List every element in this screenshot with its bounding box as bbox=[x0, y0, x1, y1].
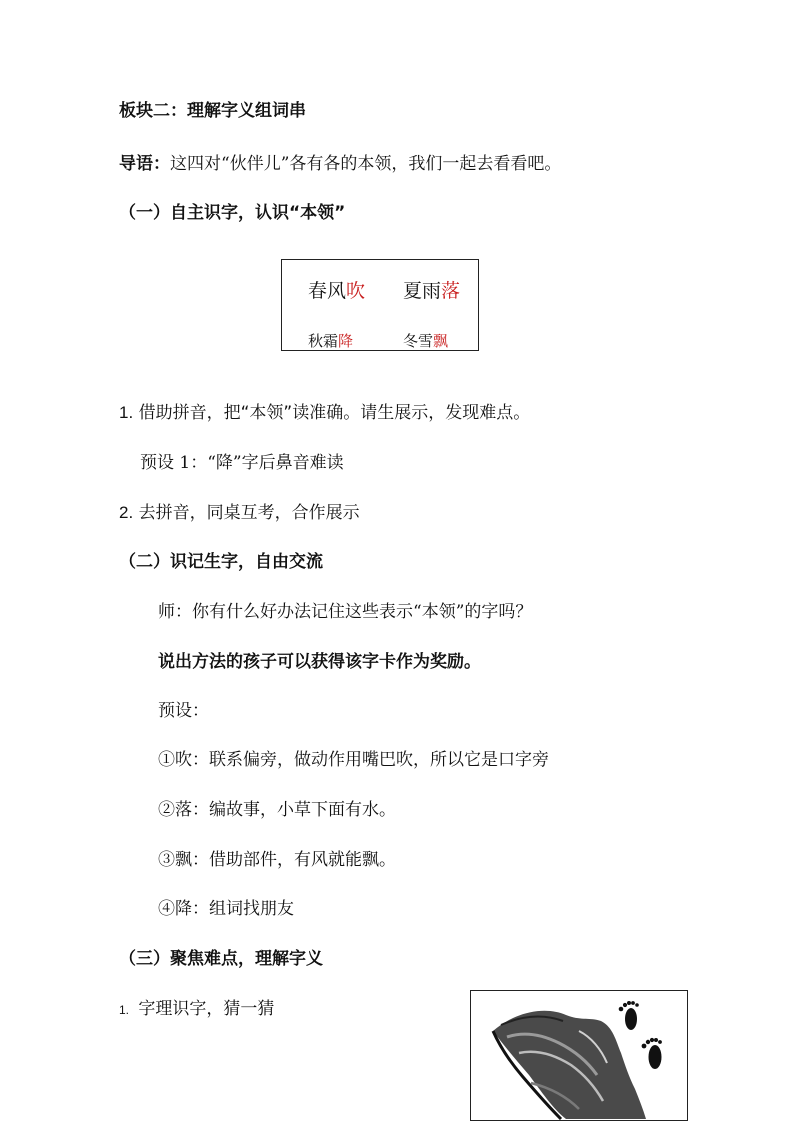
intro-text: 这四对“伙伴儿”各有各的本领，我们一起去看看吧。 bbox=[170, 154, 562, 174]
intro-line bbox=[119, 152, 561, 176]
part3-step1 bbox=[119, 997, 274, 1022]
preset-item: ②落：编故事，小草下面有水。 bbox=[158, 800, 396, 820]
char-pair-autumn bbox=[308, 330, 353, 351]
preset-label: 预设： bbox=[158, 701, 209, 721]
char-base: 夏雨 bbox=[403, 280, 442, 302]
character-box bbox=[281, 259, 479, 351]
step-text: 去拼音，同桌互考，合作展示 bbox=[138, 503, 360, 523]
char-accent: 降 bbox=[338, 332, 354, 350]
char-pair-winter bbox=[403, 330, 448, 351]
intro-label: 导语： bbox=[119, 154, 170, 174]
part1-heading: （一）自主识字，认识“本领” bbox=[119, 203, 346, 223]
step-number: 2. bbox=[119, 503, 134, 522]
section-title: 板块二：理解字义组词串 bbox=[119, 101, 306, 121]
part1-preset1: 预设 1：“降”字后鼻音难读 bbox=[140, 453, 344, 473]
part3-heading: （三）聚焦难点，理解字义 bbox=[119, 949, 323, 969]
step-text: 字理识字，猜一猜 bbox=[138, 999, 275, 1019]
char-accent: 飘 bbox=[433, 332, 449, 350]
step-number: 1. bbox=[119, 403, 134, 422]
part2-heading: （二）识记生字，自由交流 bbox=[119, 552, 323, 572]
reward-note: 说出方法的孩子可以获得该字卡作为奖励。 bbox=[158, 652, 481, 672]
part1-step2 bbox=[119, 501, 360, 525]
char-base: 秋霜 bbox=[308, 332, 339, 350]
part1-step1 bbox=[119, 401, 530, 425]
step-number: 1. bbox=[119, 1003, 130, 1017]
char-accent: 落 bbox=[441, 280, 461, 302]
preset-item: ③飘：借助部件，有风就能飘。 bbox=[158, 850, 396, 870]
preset-item: ①吹：联系偏旁，做动作用嘴巴吹，所以它是口字旁 bbox=[158, 750, 549, 770]
step-text: 借助拼音，把“本领”读准确。请生展示，发现难点。 bbox=[138, 403, 531, 423]
footprints-on-hill-icon bbox=[470, 990, 688, 1121]
char-pair-spring bbox=[308, 276, 365, 303]
char-accent: 吹 bbox=[346, 280, 366, 302]
char-pair-summer bbox=[403, 276, 460, 303]
char-base: 春风 bbox=[308, 280, 347, 302]
preset-item: ④降：组词找朋友 bbox=[158, 899, 294, 919]
char-base: 冬雪 bbox=[403, 332, 434, 350]
teacher-question: 师：你有什么好办法记住这些表示“本领”的字吗？ bbox=[158, 602, 533, 622]
